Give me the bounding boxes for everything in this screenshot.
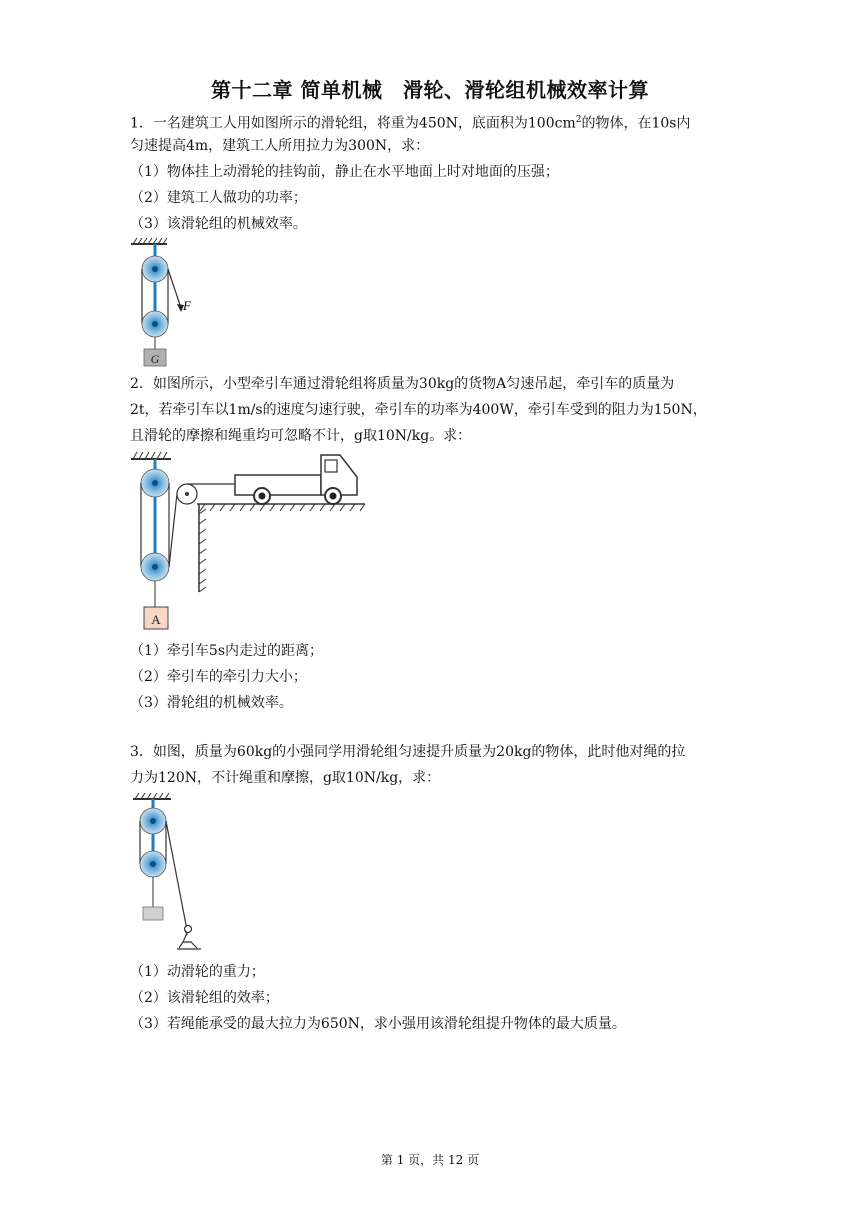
page-title: 第十二章 简单机械 滑轮、滑轮组机械效率计算	[211, 78, 649, 102]
q2-sub2: （2）牵引车的牵引力大小；	[130, 669, 307, 685]
q1-pulley-figure	[125, 236, 205, 370]
q2-truck-pulley-figure	[125, 447, 375, 635]
person-icon	[177, 926, 201, 950]
q3-sub1: （1）动滑轮的重力；	[130, 964, 265, 980]
q1-line2: 匀速提高4m，建筑工人所用拉力为300N，求：	[130, 138, 430, 154]
q1-sub2: （2）建筑工人做功的功率；	[130, 190, 307, 206]
page-footer: 第 1 页，共 12 页	[380, 1153, 480, 1167]
q3-sub3: （3）若绳能承受的最大拉力为650N，求小强用该滑轮组提升物体的最大质量。	[130, 1016, 626, 1032]
q2-sub1: （1）牵引车5s内走过的距离；	[130, 643, 323, 659]
q1-sub1: （1）物体挂上动滑轮的挂钩前，静止在水平地面上时对地面的压强；	[130, 164, 559, 180]
q2-line2: 2t，若牵引车以1m/s的速度匀速行驶，牵引车的功率为400W，牵引车受到的阻力为150N，	[130, 402, 707, 418]
q3-line1: 3．如图，质量为60kg的小强同学用滑轮组匀速提升质量为20kg的物体，此时他对绳的拉	[130, 744, 686, 760]
q1-weight-label: G	[150, 352, 160, 366]
q3-person-pulley-figure	[125, 792, 215, 952]
q2-sub3: （3）滑轮组的机械效率。	[130, 695, 293, 711]
q1-force-label: F	[183, 298, 191, 313]
q2-cargo-label: A	[151, 612, 161, 627]
q1-sub3: （3）该滑轮组的机械效率。	[130, 216, 307, 232]
q2-line1: 2．如图所示，小型牵引车通过滑轮组将质量为30kg的货物A匀速吊起，牵引车的质量为	[130, 376, 675, 392]
q1-line1: 1．一名建筑工人用如图所示的滑轮组，将重为450N，底面积为$100cm^2$的物体，在10s内	[130, 115, 691, 132]
q3-sub2: （2）该滑轮组的效率；	[130, 990, 279, 1006]
q2-line3: 且滑轮的摩擦和绳重均可忽略不计，g取10N/kg。求：	[130, 428, 472, 444]
q3-line2: 力为120N，不计绳重和摩擦，g取10N/kg，求：	[130, 770, 441, 786]
